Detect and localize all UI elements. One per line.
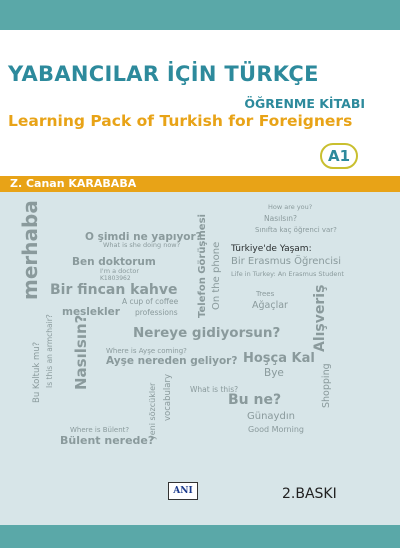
phrase-what-is-this: What is this? [190,385,239,394]
phrase-shopping: Shopping [321,363,332,408]
bottom-color-band [0,525,400,548]
phrase-bir-fincan-kahve: Bir fincan kahve [50,282,178,298]
phrase-ayse-nereden: Ayşe nereden geliyor? [106,355,238,367]
phrase-good-morning: Good Morning [248,425,304,434]
phrase-agaclar: Ağaçlar [252,300,288,311]
publisher-logo [168,482,198,500]
phrase-cup-of-coffee: A cup of coffee [122,297,179,306]
publisher-logo-text: ANI [173,486,193,496]
level-badge: A1 [320,143,358,169]
phrase-ben-doktorum: Ben doktorum [72,256,156,268]
catalog-code: K1803962 [100,275,131,282]
phrase-turkiyede-yasam: Türkiye'de Yaşam: [231,244,312,254]
phrase-where-is-bulent: Where is Bülent? [70,426,130,434]
phrase-bulent-nerede: Bülent nerede? [60,434,155,447]
phrase-nasilsin-small: Nasılsın? [264,214,298,223]
phrase-merhaba: merhaba [18,200,42,300]
phrase-what-is-she-doing: What is she doing now? [103,241,181,249]
phrase-meslekler: meslekler [62,306,120,318]
phrase-bye: Bye [264,367,284,379]
phrase-trees: Trees [256,290,275,298]
phrase-how-are-you: How are you? [268,203,313,211]
cover-subtitle: ÖĞRENME KİTABI [244,96,365,111]
edition-label: 2.BASKI [282,486,337,502]
phrase-is-this-armchair: Is this an armchair? [45,314,54,388]
phrase-yeni-sozcukler: yeni sözcükler [148,382,157,440]
phrase-im-a-doctor: I'm a doctor [100,267,140,275]
phrase-sinifta-kac: Sınıfta kaç öğrenci var? [255,226,337,234]
phrase-bu-ne: Bu ne? [228,392,282,408]
phrase-telefon-gorusmesi: Telefon Görüşmesi [197,214,208,318]
author-name: Z. Canan KARABABA [10,177,137,190]
phrase-nereye-gidiyorsun: Nereye gidiyorsun? [133,325,281,341]
top-color-band [0,0,400,30]
phrase-gunaydin: Günaydın [247,411,295,422]
phrase-on-the-phone: On the phone [211,241,222,310]
phrase-erasmus-ogrencisi: Bir Erasmus Öğrencisi [231,256,342,267]
phrase-nasilsin-large: Nasılsın? [72,314,90,390]
phrase-vocabulary: vocabulary [163,374,173,421]
phrase-alisveris: Alışveriş [312,284,328,352]
cover-english-title: Learning Pack of Turkish for Foreigners [8,112,353,130]
phrase-where-is-ayse: Where is Ayşe coming? [106,347,187,355]
author-bar [0,176,400,192]
phrase-life-in-turkey: Life in Turkey: An Erasmus Student [231,270,344,278]
phrase-hosca-kal: Hoşça Kal [243,351,315,366]
cover-title: YABANCILAR İÇİN TÜRKÇE [8,62,319,86]
phrase-professions: professions [135,308,178,317]
phrase-o-simdi: O şimdi ne yapıyor? [85,231,202,243]
phrase-bu-koltuk-mu: Bu Koltuk mu? [32,341,42,403]
